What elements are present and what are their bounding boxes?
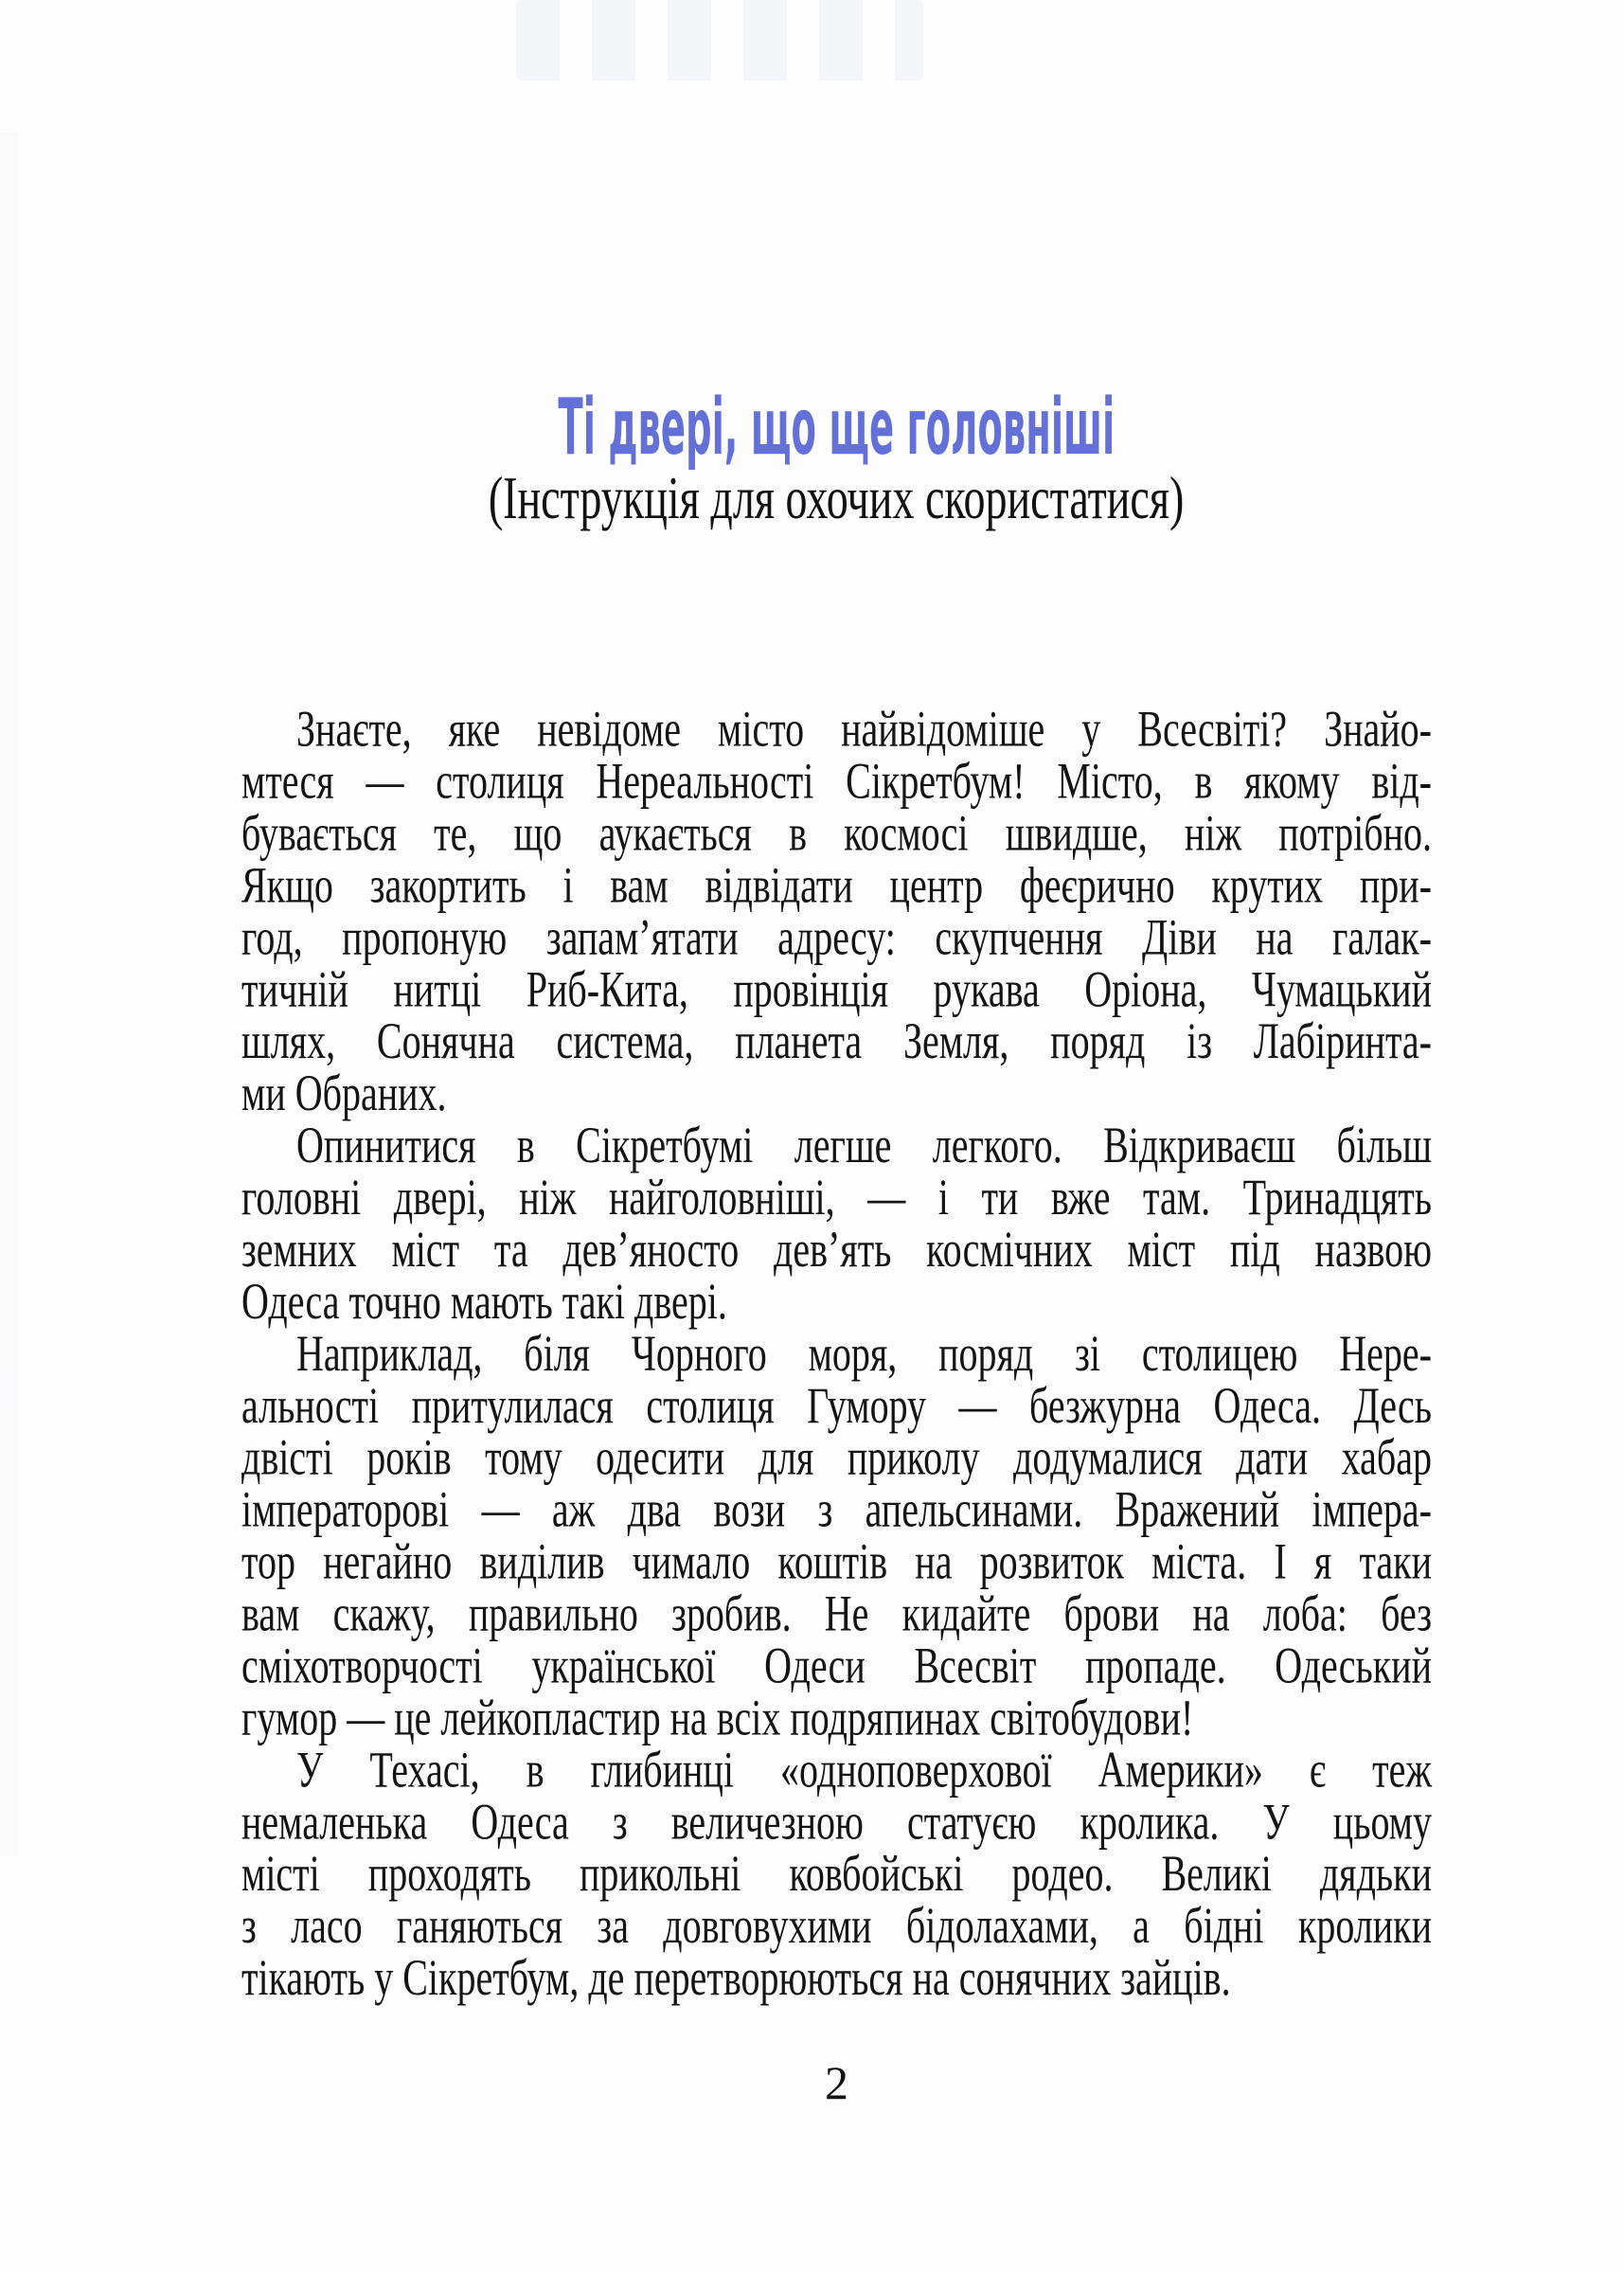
text-line: шлях, Сонячна система, планета Земля, поряд із Лабіринта- [241, 1011, 1432, 1070]
text-line: земних міст та дев’яносто дев’ять космічних міст під назвою [241, 1220, 1432, 1279]
text-line: бувається те, що аукається в космосі швидше, ніж потрібно. [241, 804, 1432, 862]
scan-bleed-artifact [516, 0, 923, 81]
text-line: немаленька Одеса з величезною статуєю кролика. У цьому [241, 1793, 1432, 1851]
text-line: тичній нитці Риб-Кита, провінція рукава Оріона, Чумацький [241, 960, 1432, 1018]
text-line: імператорові — аж два вози з апельсинами. Вражений імпера- [241, 1480, 1432, 1538]
paragraph [241, 700, 1432, 1122]
text-line: Наприклад, біля Чорного моря, поряд зі столицею Нере- [296, 1324, 1432, 1382]
text-line: Одеса точно мають такі двері. [241, 1272, 727, 1330]
text-line: двісті років тому одесити для приколу додумалися дати хабар [241, 1428, 1432, 1486]
page-number: 2 [825, 2056, 848, 2109]
paragraph [241, 1324, 1432, 1746]
text-line: тікають у Сікретбум, де перетворюються на сонячних зайців. [241, 1948, 1231, 2007]
text-line: вам скажу, правильно зробив. Не кидайте брови на лоба: без [241, 1584, 1432, 1642]
text-line: Знаєте, яке невідоме місто найвідоміше у Всесвіті? Знайо- [296, 700, 1432, 758]
text-line: гумор — це лейкопластир на всіх подряпинах світобудови! [241, 1689, 1194, 1746]
text-line: Якщо закортить і вам відвідати центр феєрично крутих при- [241, 856, 1432, 914]
scan-edge-shade [0, 133, 17, 1856]
text-line: Опинитися в Сікретбумі легше легкого. Відкриваєш більш [296, 1116, 1432, 1174]
page-footer [241, 2057, 1432, 2108]
text-line: сміхотворчості української Одеси Всесвіт пропаде. Одеський [241, 1637, 1432, 1694]
text-line: год, пропоную запам’ятати адресу: скупчення Діви на галак- [241, 908, 1432, 966]
text-line: головні двері, ніж найголовніші, — і ти вже там. Тринадцять [241, 1168, 1432, 1226]
text-line: тор негайно виділив чимало коштів на розвиток міста. І я таки [241, 1532, 1432, 1590]
text-line: з ласо ганяються за довговухими бідолахами, а бідні кролики [241, 1896, 1432, 1955]
chapter-title-text: Ті двері, що ще головніші [558, 383, 1115, 473]
chapter-subtitle [241, 466, 1432, 530]
paragraph [241, 1741, 1432, 2007]
chapter-subtitle-text: (Інструкція для охочих скористатися) [489, 464, 1185, 531]
text-line: альності притулилася столиця Гумору — безжурна Одеса. Десь [241, 1376, 1432, 1434]
body-text [241, 700, 1432, 2007]
text-line: місті проходять прикольні ковбойські родео. Великі дядьки [241, 1845, 1432, 1903]
paragraph [241, 1116, 1432, 1330]
text-line: У Техасі, в глибинці «одноповерхової Америки» є теж [296, 1741, 1432, 1799]
chapter-title [241, 383, 1432, 473]
text-line: мтеся — столиця Нереальності Сікретбум! Місто, в якому від- [241, 752, 1432, 810]
text-line: ми Обраних. [241, 1064, 447, 1122]
